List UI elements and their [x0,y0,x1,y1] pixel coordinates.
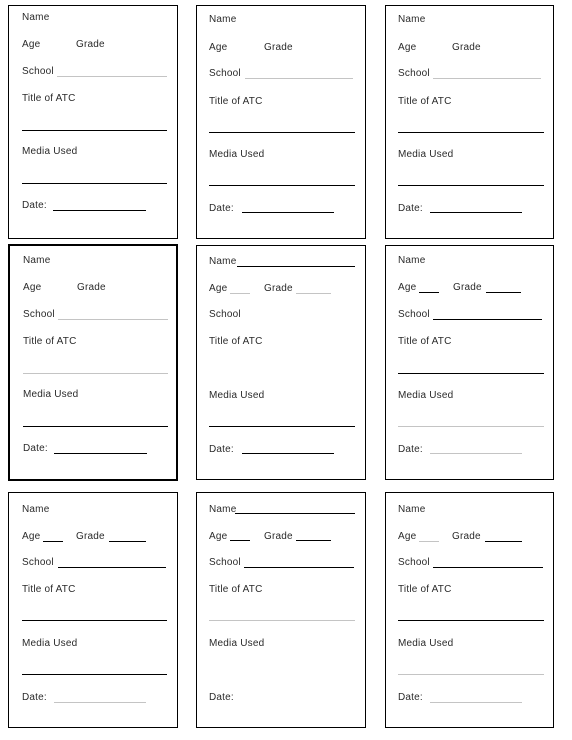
school-label: School [209,309,241,320]
title-line[interactable] [22,130,167,131]
title-label: Title of ATC [22,93,76,104]
atc-card-5 [196,245,366,480]
name-label: Name [209,256,237,267]
name-label: Name [209,504,237,515]
school-line[interactable] [58,567,166,568]
atc-card-1 [8,5,178,239]
age-label: Age [398,282,417,293]
age-label: Age [22,531,41,542]
date-line[interactable] [53,210,146,211]
date-label: Date: [23,443,48,454]
age-label: Age [209,531,228,542]
atc-card-2 [196,5,366,239]
date-label: Date: [22,200,47,211]
grade-label: Grade [76,39,105,50]
date-line[interactable] [430,453,522,454]
school-label: School [209,68,241,79]
age-label: Age [209,283,228,294]
title-line[interactable] [23,373,168,374]
date-line[interactable] [54,702,146,703]
grade-label: Grade [452,42,481,53]
grade-line[interactable] [485,541,522,542]
date-label: Date: [398,203,423,214]
date-label: Date: [398,444,423,455]
name-label: Name [209,14,237,25]
title-line[interactable] [209,132,355,133]
school-label: School [22,557,54,568]
name-label: Name [398,255,426,266]
media-line[interactable] [398,426,544,427]
age-line[interactable] [230,293,250,294]
media-line[interactable] [209,185,355,186]
age-line[interactable] [419,541,439,542]
atc-card-7 [8,492,178,728]
grade-label: Grade [264,42,293,53]
media-label: Media Used [209,390,265,401]
media-line[interactable] [209,426,355,427]
media-label: Media Used [398,149,454,160]
media-label: Media Used [209,149,265,160]
age-label: Age [398,42,417,53]
title-label: Title of ATC [22,584,76,595]
title-label: Title of ATC [23,336,77,347]
grade-line[interactable] [486,292,521,293]
title-line[interactable] [398,373,544,374]
name-label: Name [398,14,426,25]
school-label: School [398,68,430,79]
age-label: Age [23,282,42,293]
title-label: Title of ATC [209,96,263,107]
date-line[interactable] [242,453,334,454]
name-label: Name [22,12,50,23]
date-line[interactable] [54,453,147,454]
date-label: Date: [398,692,423,703]
name-label: Name [398,504,426,515]
age-label: Age [209,42,228,53]
school-line[interactable] [433,567,543,568]
grade-line[interactable] [296,293,331,294]
atc-card-9 [385,492,554,728]
title-line[interactable] [209,620,355,621]
media-line[interactable] [23,426,168,427]
title-line[interactable] [398,132,544,133]
school-line[interactable] [58,319,168,320]
school-label: School [23,309,55,320]
school-label: School [22,66,54,77]
title-label: Title of ATC [209,336,263,347]
grade-label: Grade [264,283,293,294]
date-label: Date: [22,692,47,703]
school-label: School [398,557,430,568]
media-label: Media Used [398,390,454,401]
title-label: Title of ATC [398,96,452,107]
media-label: Media Used [209,638,265,649]
atc-card-8 [196,492,366,728]
media-line[interactable] [22,183,167,184]
date-label: Date: [209,203,234,214]
media-line[interactable] [398,185,544,186]
date-label: Date: [209,444,234,455]
media-label: Media Used [23,389,79,400]
title-label: Title of ATC [209,584,263,595]
grade-label: Grade [76,531,105,542]
name-line[interactable] [235,513,355,514]
media-label: Media Used [22,638,78,649]
date-line[interactable] [242,212,334,213]
name-label: Name [22,504,50,515]
age-line[interactable] [419,292,439,293]
school-label: School [209,557,241,568]
title-label: Title of ATC [398,584,452,595]
date-label: Date: [209,692,234,703]
atc-card-6 [385,245,554,480]
school-line[interactable] [245,78,353,79]
date-line[interactable] [430,212,522,213]
title-label: Title of ATC [398,336,452,347]
grade-label: Grade [452,531,481,542]
media-line[interactable] [22,674,167,675]
name-label: Name [23,255,51,266]
school-line[interactable] [244,567,354,568]
title-line[interactable] [22,620,167,621]
media-line[interactable] [398,674,544,675]
atc-card-4 [8,244,178,481]
grade-label: Grade [453,282,482,293]
title-line[interactable] [398,620,544,621]
school-line[interactable] [57,76,167,77]
age-label: Age [398,531,417,542]
media-label: Media Used [398,638,454,649]
age-line[interactable] [43,541,63,542]
atc-card-3 [385,5,554,239]
grade-label: Grade [77,282,106,293]
grade-label: Grade [264,531,293,542]
grade-line[interactable] [109,541,146,542]
age-label: Age [22,39,41,50]
grade-line[interactable] [296,540,331,541]
media-label: Media Used [22,146,78,157]
school-line[interactable] [433,78,541,79]
name-line[interactable] [237,266,355,267]
school-line[interactable] [433,319,542,320]
school-label: School [398,309,430,320]
age-line[interactable] [230,540,250,541]
date-line[interactable] [430,702,522,703]
